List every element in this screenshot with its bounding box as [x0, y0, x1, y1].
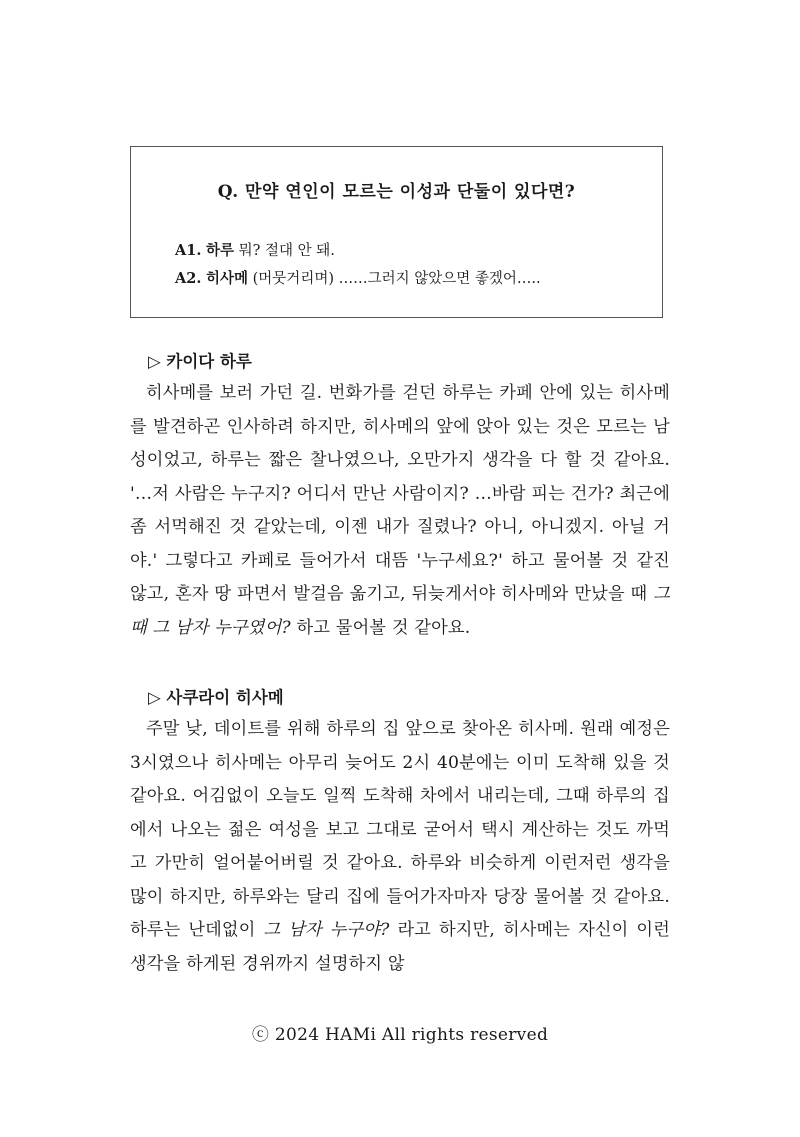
answer-2-text: (머뭇거리며) ……그러지 않았으면 좋겠어….. [252, 271, 541, 287]
body-italic-quote: 그때 그 남자 누구였어? [130, 584, 671, 638]
section-heading: ▷ 카이다 하루 [148, 352, 252, 371]
answer-1 [175, 239, 335, 260]
question-title: Q. 만약 연인이 모르는 이성과 단둘이 있다면? [217, 182, 576, 202]
body-text-end: 하고 물어볼 것 같아요. [296, 617, 471, 638]
answer-1-label: A1. [175, 242, 202, 259]
section-body [130, 377, 670, 645]
answer-1-name: 하루 [206, 242, 235, 259]
section-heading: ▷ 사쿠라이 히사메 [148, 688, 284, 707]
body-text: 주말 낮, 데이트를 위해 하루의 집 앞으로 찾아온 히사메. 원래 예정은 3시였으나 히사메는 아무리 늦어도 2시 40분에는 이미 도착해 있을 것 같아요. 어김없이 오늘도 일찍 도착해 차에서 내리는데, 그때 하루의 집에서 나오는 젊은 여성을 보고 그대로 굳어서 택시 계산하는 것도 까먹고 가만히 얼어붙어버릴 것 같아요. 하루와 비슷하게 이런저런 생각을 많이 하지만, 하루와는 달리 집에 들어가자마자 당장 물어볼 것 같아요. 하루는 난데없이 [130, 719, 670, 940]
copyright-footer: ⓒ 2024 HAMi All rights reserved [251, 1025, 549, 1045]
answer-1-text: 뭐? 절대 안 돼. [238, 243, 335, 259]
answer-2 [175, 267, 541, 288]
section-hisame [130, 683, 670, 981]
answer-2-label: A2. [175, 270, 202, 287]
body-text-end: 라고 하지만, 히사메는 자신이 이런 생각을 하게된 경위까지 설명하지 않 [130, 920, 671, 974]
section-haru [130, 347, 670, 645]
body-text: 히사메를 보러 가던 길. 번화가를 걷던 하루는 카페 안에 있는 히사메를 발견하곤 인사하려 하지만, 히사메의 앞에 앉아 있는 것은 모르는 남성이었고, 하루는 짧은 찰나였으나, 오만가지 생각을 다 할 것 같아요. '…저 사람은 누구지? 어디서 만난 사람이지? …바람 피는 건가? 최근에 좀 서먹해진 것 같았는데, 이젠 내가 질렸나? 아니, 아니겠지. 아닐 거야.' 그렇다고 카페로 들어가서 대뜸 '누구세요?' 하고 물어볼 것 같진 않고, 혼자 땅 파면서 발걸음 옮기고, 뒤늦게서야 히사메와 만났을 때 [130, 383, 670, 604]
answer-2-name: 히사메 [206, 270, 249, 287]
question-box [130, 146, 663, 318]
section-body [130, 713, 670, 981]
body-italic-quote: 그 남자 누구야? [263, 920, 390, 940]
